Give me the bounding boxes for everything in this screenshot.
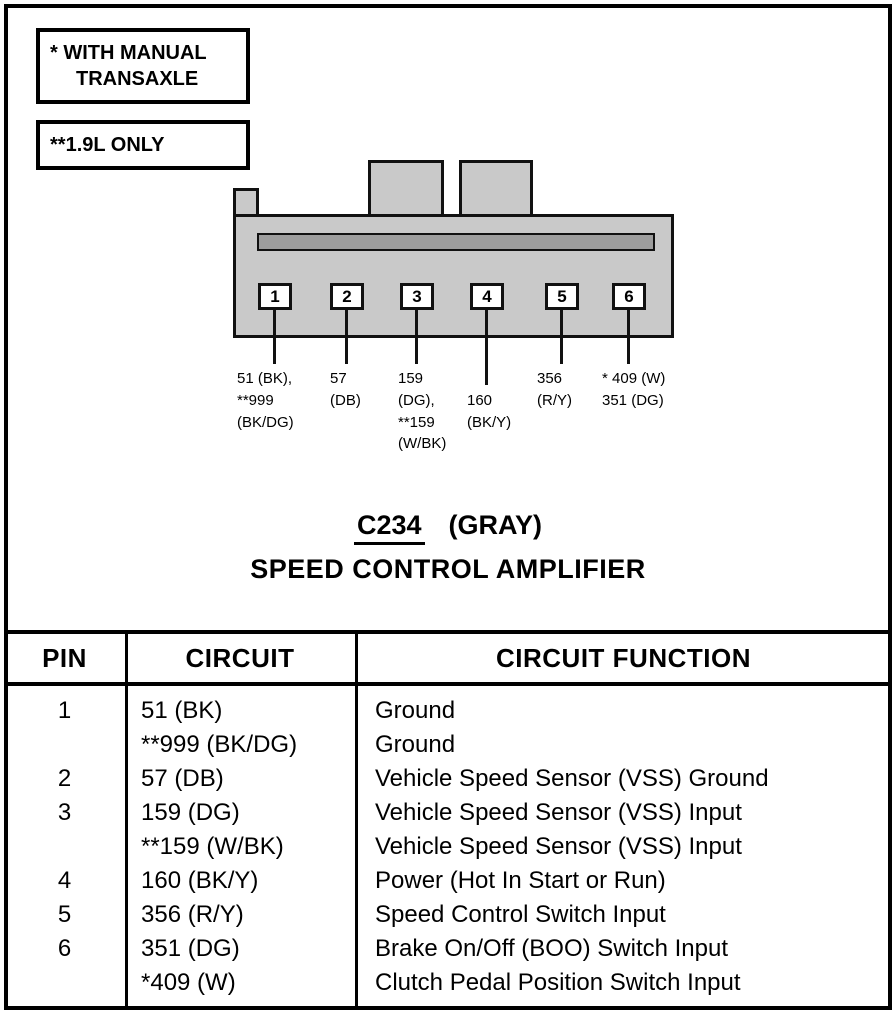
function-cell: Vehicle Speed Sensor (VSS) Ground xyxy=(375,765,769,792)
connector-slot xyxy=(257,233,655,251)
note-box-19l-only xyxy=(36,120,250,170)
table-row xyxy=(4,796,892,830)
wire-label-line: (W/BK) xyxy=(398,435,447,453)
wire-label-line: 159 xyxy=(398,370,424,387)
pin-lead-line-4 xyxy=(485,309,488,385)
pin-box-4: 4 xyxy=(470,283,504,310)
table-header-row xyxy=(4,634,892,686)
circuit-cell: *409 (W) xyxy=(141,969,236,996)
pin-cell: 4 xyxy=(57,867,72,894)
note-line: TRANSAXLE xyxy=(76,68,199,90)
table-header-pin: PIN xyxy=(42,642,87,673)
note-box-manual-transaxle xyxy=(36,28,250,104)
pin-cell: 1 xyxy=(57,697,72,724)
function-cell: Vehicle Speed Sensor (VSS) Input xyxy=(375,833,742,860)
pin-wire-label-5 xyxy=(537,368,572,412)
pin-cell: 3 xyxy=(57,799,72,826)
pin-wire-label-4 xyxy=(467,390,511,434)
table-row xyxy=(4,694,892,728)
pin-wire-label-1 xyxy=(237,368,294,433)
connector-title-line xyxy=(0,510,896,541)
table-row xyxy=(4,830,892,864)
connector-color-label: (GRAY) xyxy=(448,510,543,540)
pin-lead-line-6 xyxy=(627,309,630,364)
note-line: * WITH MANUAL xyxy=(50,42,207,64)
circuit-cell: **159 (W/BK) xyxy=(141,833,284,860)
pin-wire-label-3 xyxy=(398,368,446,455)
pin-wire-label-6 xyxy=(602,368,665,412)
pin-wire-label-2 xyxy=(330,368,361,412)
pin-cell: 5 xyxy=(57,901,72,928)
pin-cell: 6 xyxy=(57,935,72,962)
table-row xyxy=(4,864,892,898)
connector-tab-left xyxy=(368,160,444,220)
pin-lead-line-2 xyxy=(345,309,348,364)
wire-label-line: 351 (DG) xyxy=(602,391,664,409)
wire-label-line: 57 xyxy=(330,370,347,387)
pin-lead-line-1 xyxy=(273,309,276,364)
wire-label-line: (BK/Y) xyxy=(467,413,512,431)
wire-label-line: (DG), xyxy=(398,391,435,409)
wire-label-line: **159 xyxy=(398,413,435,431)
circuit-cell: 159 (DG) xyxy=(141,799,240,826)
note-line: **1.9L ONLY xyxy=(50,134,165,156)
wire-label-line: (DB) xyxy=(330,391,361,409)
pin-cell: 2 xyxy=(57,765,72,792)
function-cell: Speed Control Switch Input xyxy=(375,901,666,928)
connector-name: SPEED CONTROL AMPLIFIER xyxy=(250,554,646,584)
circuit-cell: **999 (BK/DG) xyxy=(141,731,298,758)
pin-lead-line-3 xyxy=(415,309,418,364)
function-cell: Clutch Pedal Position Switch Input xyxy=(375,969,741,996)
pin-lead-line-5 xyxy=(560,309,563,364)
circuit-cell: 356 (R/Y) xyxy=(141,901,244,928)
circuit-cell: 351 (DG) xyxy=(141,935,240,962)
pin-box-6: 6 xyxy=(612,283,646,310)
function-cell: Ground xyxy=(375,697,456,724)
pin-box-1: 1 xyxy=(258,283,292,310)
function-cell: Ground xyxy=(375,731,456,758)
table-row xyxy=(4,728,892,762)
pin-box-2: 2 xyxy=(330,283,364,310)
wire-label-line: (R/Y) xyxy=(537,391,572,409)
connector-id: C234 xyxy=(354,510,425,545)
wire-label-line: * 409 (W) xyxy=(602,370,666,387)
circuit-cell: 160 (BK/Y) xyxy=(141,867,259,894)
table-row xyxy=(4,966,892,1000)
circuit-cell: 57 (DB) xyxy=(141,765,224,792)
table-row xyxy=(4,898,892,932)
table-row xyxy=(4,762,892,796)
pin-box-5: 5 xyxy=(545,283,579,310)
function-cell: Vehicle Speed Sensor (VSS) Input xyxy=(375,799,742,826)
wire-label-line: **999 xyxy=(237,391,274,409)
pin-box-3: 3 xyxy=(400,283,434,310)
circuit-cell: 51 (BK) xyxy=(141,697,223,724)
wire-label-line: 51 (BK), xyxy=(237,370,293,387)
function-cell: Power (Hot In Start or Run) xyxy=(375,867,666,894)
wire-label-line: 160 xyxy=(467,392,493,409)
connector-tab-right xyxy=(459,160,533,220)
wire-label-line: 356 xyxy=(537,370,563,387)
table-row xyxy=(4,932,892,966)
table-header-function: CIRCUIT FUNCTION xyxy=(496,642,751,673)
table-header-circuit: CIRCUIT xyxy=(185,642,295,673)
wire-label-line: (BK/DG) xyxy=(237,413,294,431)
table-body xyxy=(4,694,892,1000)
function-cell: Brake On/Off (BOO) Switch Input xyxy=(375,935,729,962)
